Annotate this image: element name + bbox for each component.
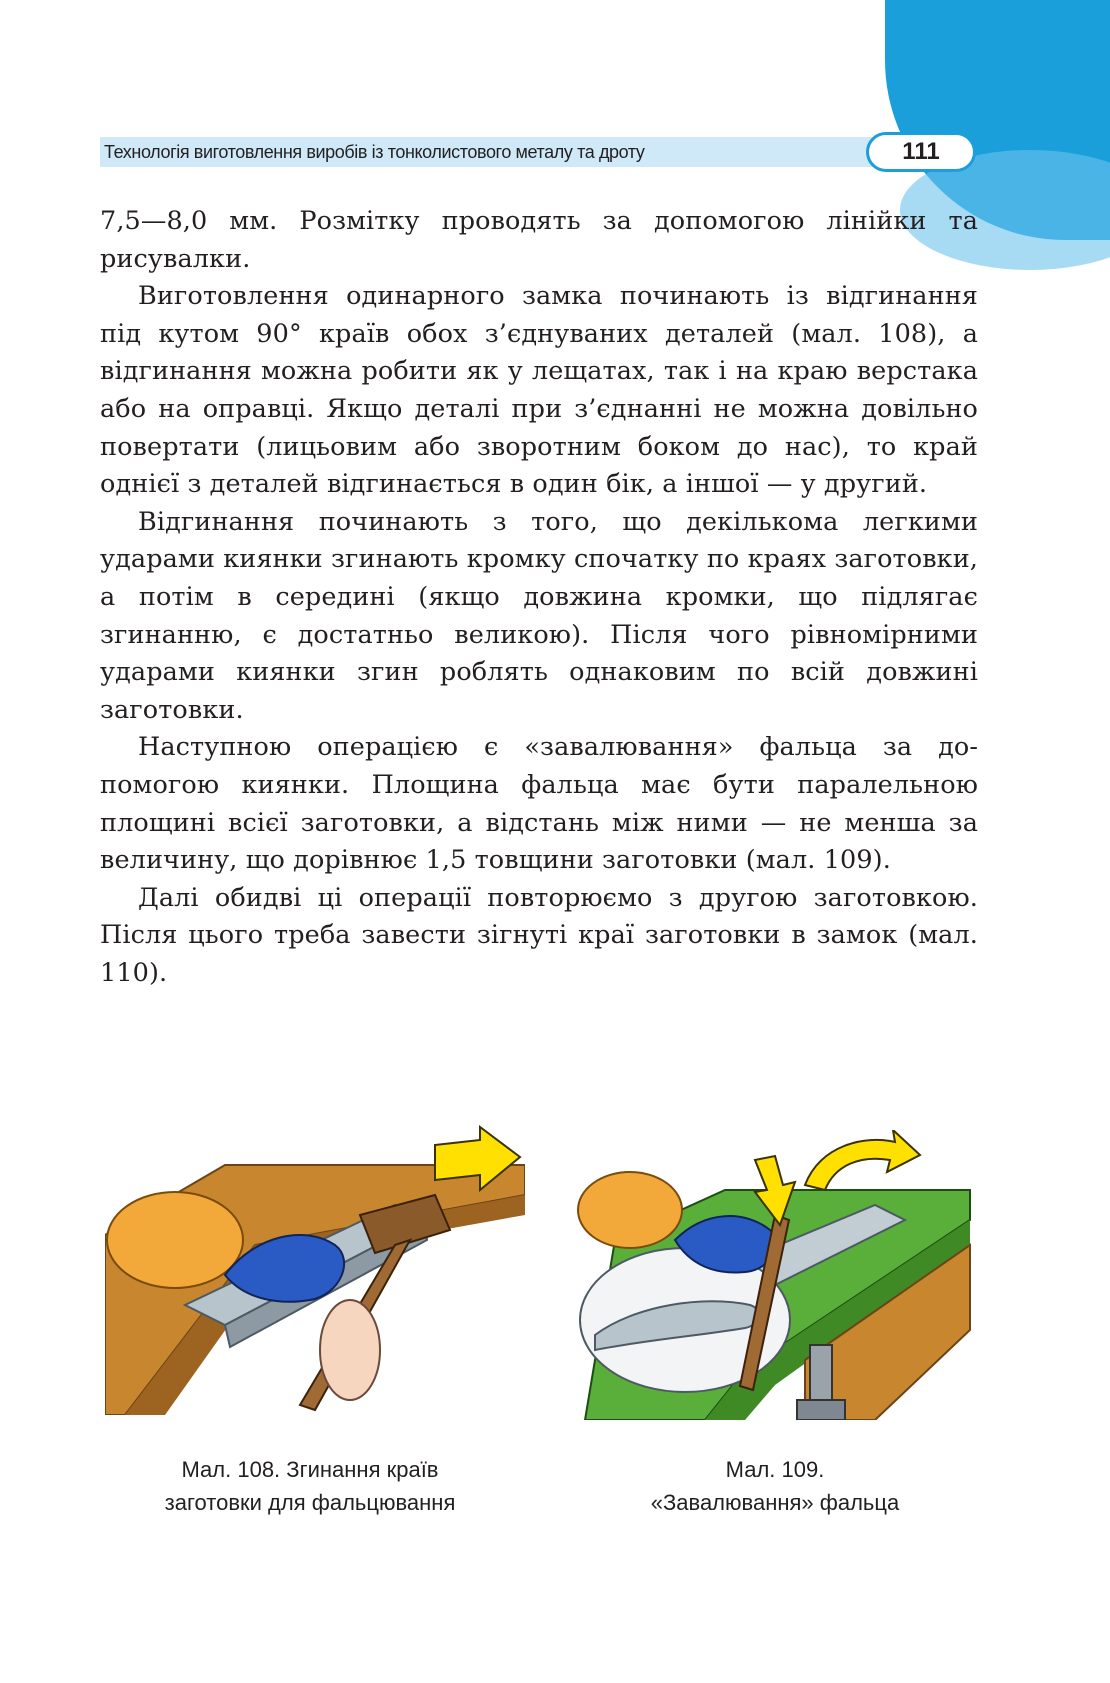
figure-109-caption bbox=[575, 1453, 975, 1519]
hand-shape bbox=[320, 1300, 380, 1400]
running-header-title: Технологія виготовлення виробів із тонколистового металу та дроту bbox=[104, 142, 645, 162]
paragraph: Далі обидві ці операції повторюємо з другою заготовкою. Після цього треба завести зігнуті краї заготовки в замок (мал. 110). bbox=[100, 882, 978, 988]
paragraph: 7,5—8,0 мм. Розмітку проводять за допомогою лінійки та рисувалки. bbox=[100, 206, 978, 274]
glove-shape bbox=[578, 1172, 682, 1248]
caption-line: Мал. 108. Згинання країв bbox=[181, 1457, 439, 1482]
figure-108-caption bbox=[100, 1453, 520, 1519]
glove-shape bbox=[107, 1192, 243, 1288]
figure-109-drawing bbox=[575, 1130, 975, 1420]
figure-108-illustration bbox=[105, 1125, 525, 1415]
vise-base bbox=[797, 1400, 845, 1420]
caption-line: «Завалювання» фальца bbox=[650, 1490, 900, 1515]
figure-109-illustration bbox=[575, 1130, 975, 1420]
paragraph: Відгинання починають з того, що декількома легкими ударами киянки згинають кромку спочатку по краях заготовки, а потім в середині (якщо довжина кромки, що підлягає згинанню, є достатньо великою). Після чого рівномірними ударами киянки згин роблять однаковим по всій довжині заготовки. bbox=[100, 506, 978, 725]
caption-line: Мал. 109. bbox=[725, 1457, 825, 1482]
curved-arrow-icon bbox=[805, 1130, 920, 1190]
paragraph: Виготовлення одинарного замка починають із відгинання під кутом 90° країв обох з’єднуваних деталей (мал. 108), а відгинання можна робити як у лещатах, так і на краю верстака або на оправці. Якщо деталі при з’єднанні не можна довільно повертати (лицьовим або зворотним боком до нас), то край однієї з деталей відгинається в один бік, а іншої — у другий. bbox=[100, 281, 978, 500]
paragraph: Наступною операцією є «завалювання» фальца за допомогою киянки. Площина фальца має бути паралельною площині всієї заготовки, а відстань між ними — не менша за величину, що дорівнює 1,5 товщини заготовки (мал. 109). bbox=[100, 732, 978, 876]
vise-screw bbox=[810, 1345, 832, 1405]
page-number: 111 bbox=[866, 132, 976, 172]
figure-108-drawing bbox=[105, 1125, 525, 1415]
body-text bbox=[100, 203, 978, 992]
caption-line: заготовки для фальцювання bbox=[164, 1490, 456, 1515]
